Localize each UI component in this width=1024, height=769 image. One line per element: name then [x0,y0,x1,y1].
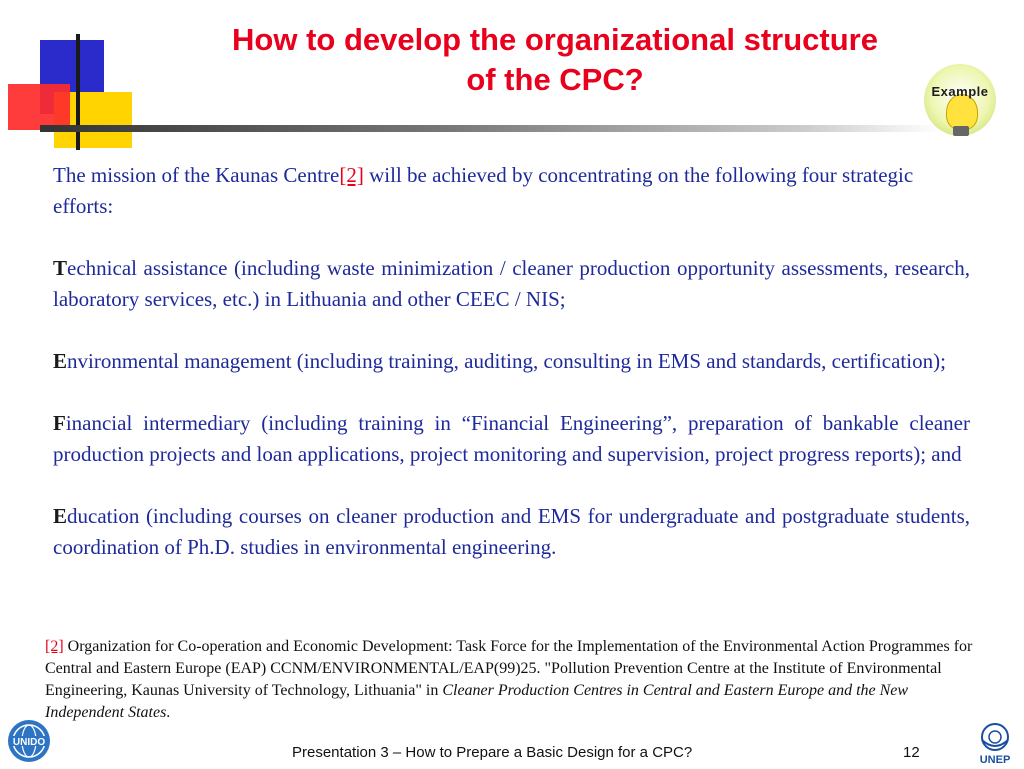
intro-paragraph [53,160,970,222]
effort-initial: E [53,349,68,373]
lightbulb-icon [946,94,978,130]
slide-body [53,160,970,563]
effort-text: echnical assistance (including waste minimization / cleaner production opportunity assessments, research, laboratory services, etc.) in Lithuania and other CEEC / NIS; [53,256,970,311]
title-line-2: of the CPC? [466,62,644,97]
footnote-italic-title: Cleaner Production Centres in Central and Eastern Europe and the New Independent States [45,682,909,721]
effort-text: inancial intermediary (including training in “Financial Engineering”, preparation of bankable cleaner production projects and loan applications, project monitoring and supervision, project progress reports); and [53,411,970,466]
effort-technical [53,253,970,315]
header-rule [40,125,940,132]
footnote-marker-link[interactable]: [2] [45,638,64,655]
red-square-decoration [8,84,70,130]
footer [0,742,1024,766]
footer-presentation-title: Presentation 3 – How to Prepare a Basic Design for a CPC? [292,744,693,761]
footnote [45,636,985,724]
effort-text: ducation (including courses on cleaner production and EMS for undergraduate and postgraduate students, coordination of Ph.D. studies in environmental engineering. [53,504,970,559]
lightbulb-base-icon [953,126,969,136]
unep-emblem-icon [970,722,1020,754]
effort-initial: E [53,504,68,528]
intro-text-continued: will be achieved by concentrating on the following four strategic efforts: [53,163,914,218]
example-badge [918,64,1002,140]
footnote-end: . [166,704,171,721]
effort-financial [53,408,970,470]
title-line-1: How to develop the organizational structure [232,22,878,57]
effort-text: nvironmental management (including training, auditing, consulting in EMS and standards, certification); [67,349,946,373]
effort-initial: T [53,256,68,280]
vertical-line-decoration [76,34,80,150]
footnote-text: Organization for Co-operation and Economic Development: Task Force for the Implementation of the Environmental Action Programmes for Central and Eastern Europe (EAP) CCNM/ENVIRONMENTAL/EAP(99)25. "Pollution Prevention Centre at the Institute of Environmental Engineering, Kaunas University of Technology, Lithuania" in [45,638,973,699]
footnote-reference-link[interactable]: [2] [339,163,364,187]
badge-label: Example [931,84,989,99]
page-number: 12 [903,744,920,761]
effort-initial: F [53,411,66,435]
slide-title [140,20,970,100]
effort-environmental [53,346,970,377]
unep-logo-text: UNEP [979,754,1011,766]
effort-education [53,501,970,563]
intro-text: The mission of the Kaunas Centre [53,163,340,187]
unep-logo [970,722,1020,768]
unido-logo-text: UNIDO [12,737,46,748]
